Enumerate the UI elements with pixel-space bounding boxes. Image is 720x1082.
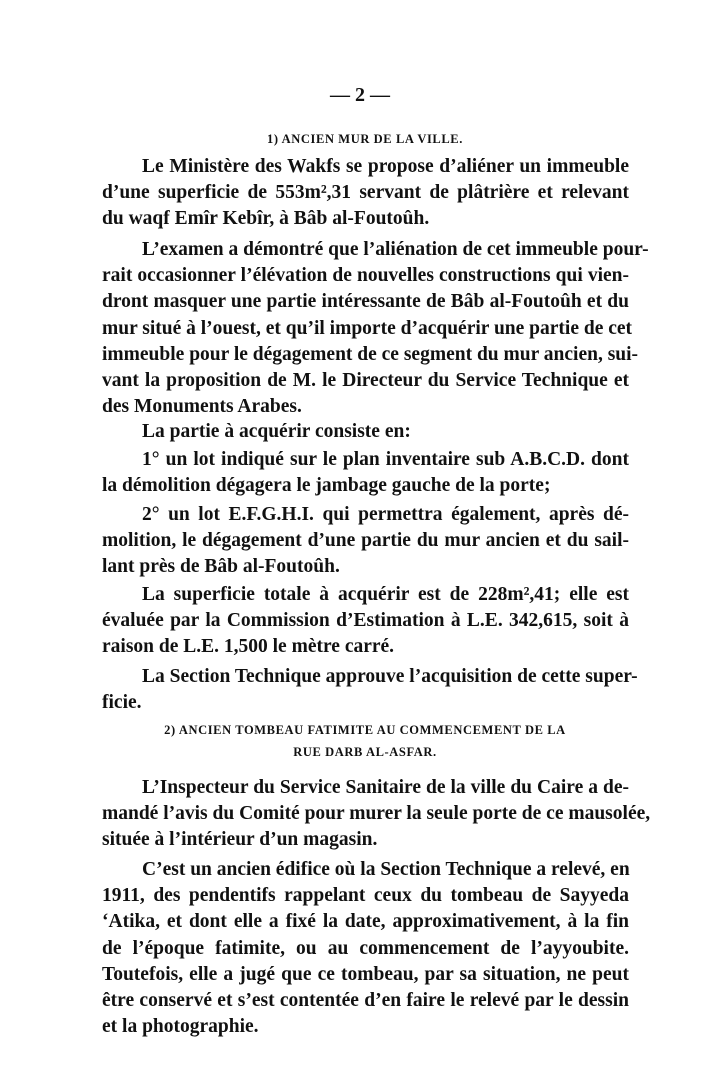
text-line: 1911, des pendentifs rappelant ceux du tombeau de Sayyeda [102,885,629,907]
paragraph [102,502,629,581]
text-line: et la photographie. [102,1016,259,1038]
text-line: ‘Atika, et dont elle a fixé la date, approximativement, à la fin [102,911,629,933]
text-line: mur situé à l’ouest, et qu’il importe d’acquérir une partie de cet [102,317,633,339]
text-line: La superficie totale à acquérir est de 228m²,41; elle est [142,584,629,605]
paragraph [102,237,649,420]
text-line: 2° un lot E.F.G.H.I. qui permettra également, après dé- [142,504,629,525]
text-line: immeuble pour le dégagement de ce segment du mur ancien, sui- [102,343,639,365]
text-line: ficie. [102,692,142,714]
paragraph [102,857,629,1040]
paragraph [102,419,629,445]
text-line: Le Ministère des Wakfs se propose d’aliéner un immeuble [142,156,629,177]
text-line: d’une superficie de 553m²,31 servant de plâtrière et relevant [102,182,629,204]
text-line: lant près de Bâb al-Foutoûh. [102,556,340,578]
text-line: vant la proposition de M. le Directeur du Service Technique et [102,369,629,391]
text-line: C’est un ancien édifice où la Section Technique a relevé, en [142,859,630,880]
paragraph [102,154,629,233]
page-number: — 2 — [330,84,390,106]
text-line: dront masquer une partie intéressante de Bâb al-Foutoûh et du [102,291,629,313]
section-heading: 1) ANCIEN MUR DE LA VILLE. [267,132,463,146]
paragraph [102,664,638,716]
text-line: Toutefois, elle a jugé que ce tombeau, par sa situation, ne peut [102,963,629,985]
section-heading: RUE DARB AL-ASFAR. [293,745,437,759]
text-line: 1° un lot indiqué sur le plan inventaire sub A.B.C.D. dont [142,449,629,470]
text-line: du waqf Emîr Kebîr, à Bâb al-Foutoûh. [102,208,430,230]
text-line: L’Inspecteur du Service Sanitaire de la ville du Caire a de- [142,777,629,798]
text-line: située à l’intérieur d’un magasin. [102,829,378,851]
text-line: La partie à acquérir consiste en: [142,421,411,442]
text-line: molition, le dégagement d’une partie du mur ancien et du sail- [102,530,629,552]
text-line: La Section Technique approuve l’acquisition de cette super- [142,666,638,687]
text-line: de l’époque fatimite, ou au commencement de l’ayyoubite. [102,937,629,959]
text-line: évaluée par la Commission d’Estimation à L.E. 342,615, soit à [102,610,629,632]
paragraph [102,447,629,499]
text-line: rait occasionner l’élévation de nouvelles constructions qui vien- [102,265,629,287]
text-line: être conservé et s’est contentée d’en faire le relevé par le dessin [102,989,629,1011]
text-line: des Monuments Arabes. [102,396,302,418]
section-heading: 2) ANCIEN TOMBEAU FATIMITE AU COMMENCEMENT DE LA [164,723,566,737]
paragraph [102,775,651,854]
text-line: mandé l’avis du Comité pour murer la seule porte de ce mausolée, [102,803,651,825]
text-line: raison de L.E. 1,500 le mètre carré. [102,636,395,658]
text-line: L’examen a démontré que l’aliénation de cet immeuble pour- [142,239,649,260]
text-line: la démolition dégagera le jambage gauche de la porte; [102,475,551,497]
paragraph [102,582,629,661]
